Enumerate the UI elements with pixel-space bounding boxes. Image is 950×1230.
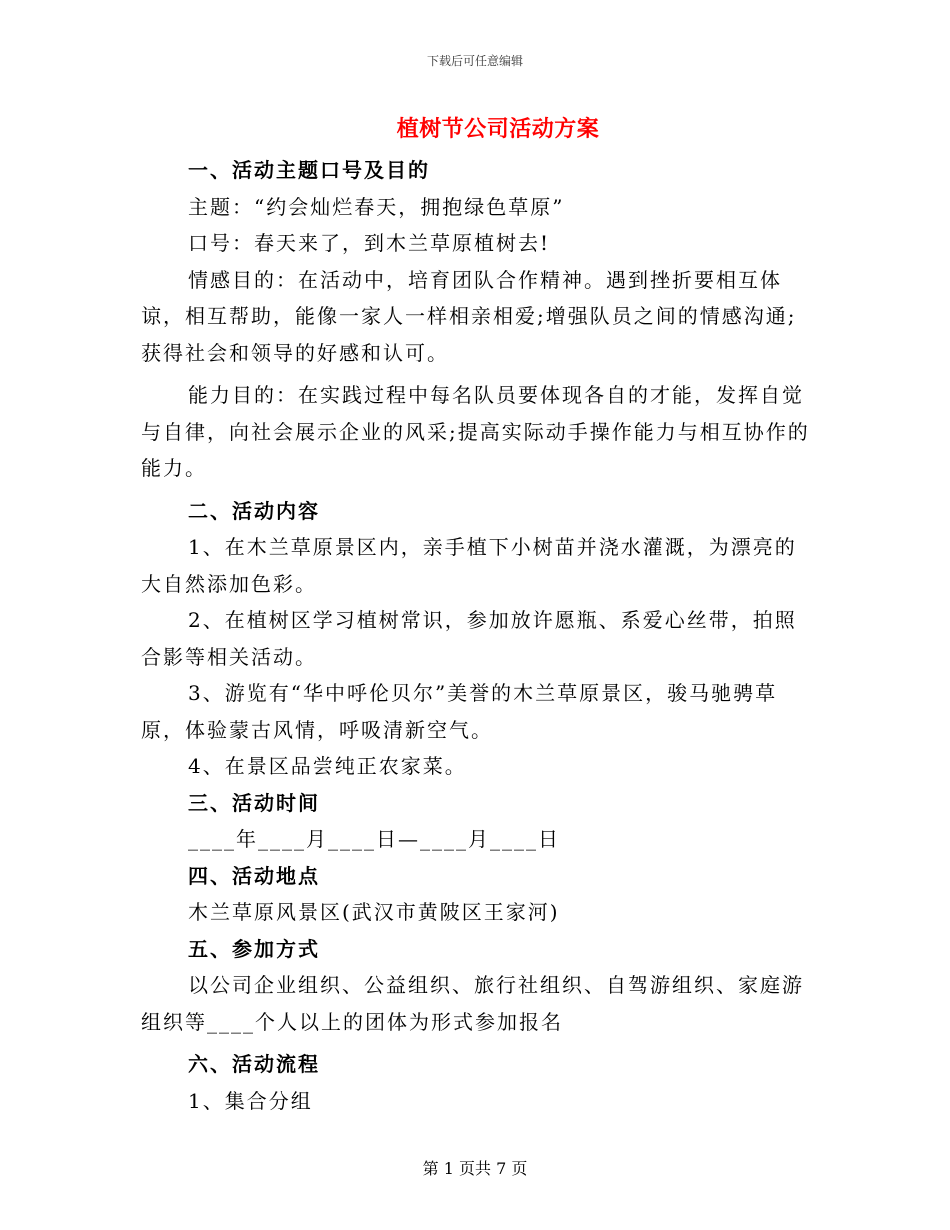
section-heading-3: 三、活动时间 — [188, 790, 320, 815]
content-item-1: 1、在木兰草原景区内，亲手植下小树苗并浇水灌溉，为漂亮的大自然添加色彩。 — [141, 535, 797, 596]
content-item-2: 2、在植树区学习植树常识，参加放许愿瓶、系爱心丝带，拍照合影等相关活动。 — [141, 608, 797, 669]
slogan-line: 口号：春天来了，到木兰草原植树去! — [188, 231, 551, 255]
section-heading-2: 二、活动内容 — [188, 498, 320, 523]
emotion-goal-paragraph: 情感目的：在活动中，培育团队合作精神。遇到挫折要相互体谅，相互帮助，能像一家人一样相亲相爱;增强队员之间的情感沟通;获得社会和领导的好感和认可。 — [141, 267, 797, 365]
page-footer: 第 1 页共 7 页 — [422, 1159, 528, 1178]
content-item-3: 3、游览有“华中呼伦贝尔”美誉的木兰草原景区，骏马驰骋草原，体验蒙古风情，呼吸清新空气。 — [141, 681, 778, 742]
process-item-1: 1、集合分组 — [188, 1088, 313, 1113]
section-heading-5: 五、参加方式 — [188, 936, 320, 961]
ability-goal-paragraph: 能力目的：在实践过程中每名队员要体现各自的才能，发挥自觉与自律，向社会展示企业的风采;提高实际动手操作能力与相互协作的能力。 — [141, 383, 810, 480]
content-item-4: 4、在景区品尝纯正农家菜。 — [188, 754, 467, 778]
participation-text: 以公司企业组织、公益组织、旅行社组织、自驾游组织、家庭游组织等____个人以上的团体为形式参加报名 — [141, 973, 804, 1034]
section-heading-6: 六、活动流程 — [188, 1052, 320, 1076]
activity-time: ____年____月____日—____月____日 — [188, 827, 560, 851]
section-heading-4: 四、活动地点 — [188, 863, 320, 888]
header-note: 下载后可任意编辑 — [426, 54, 523, 68]
activity-place: 木兰草原风景区(武汉市黄陂区王家河) — [188, 900, 560, 924]
theme-line: 主题：“约会灿烂春天，拥抱绿色草原” — [188, 194, 565, 219]
document-title: 植树节公司活动方案 — [396, 116, 600, 142]
document-body — [141, 152, 813, 1119]
section-heading-1: 一、活动主题口号及目的 — [188, 158, 430, 182]
